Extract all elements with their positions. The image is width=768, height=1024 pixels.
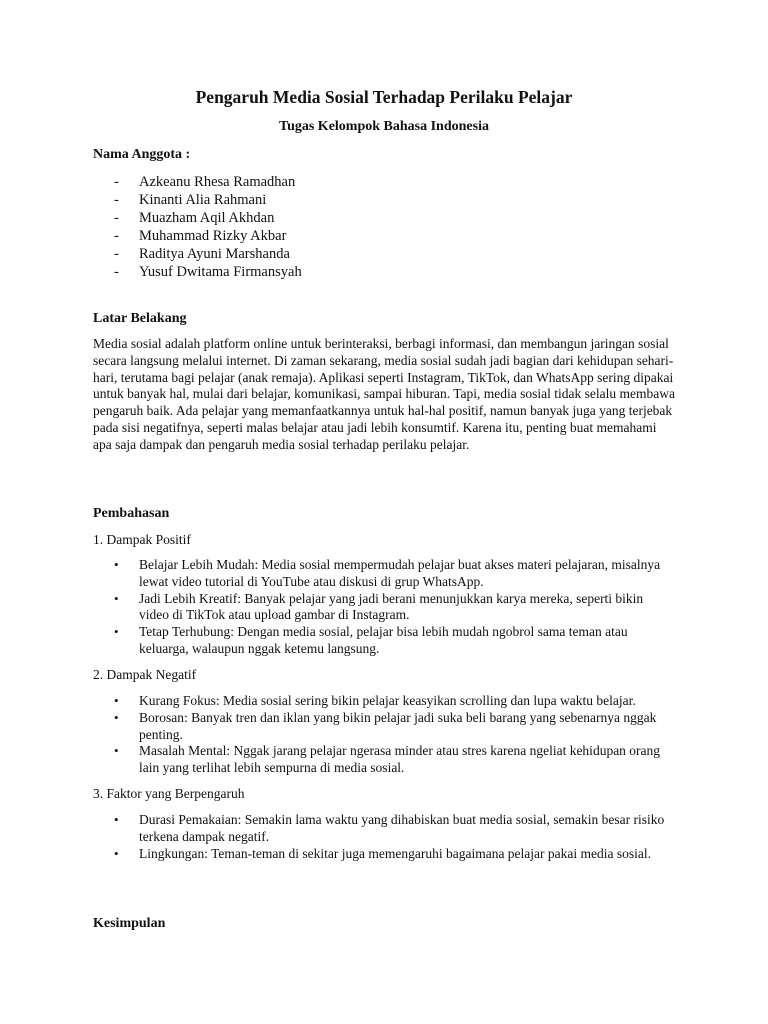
list-item [114, 846, 674, 863]
list-item [114, 624, 674, 658]
list-item-text: Kurang Fokus: Media sosial sering bikin pelajar keasyikan scrolling dan lupa waktu belajar. [139, 693, 636, 708]
bullet-marker: • [114, 743, 119, 759]
negative-impact-list [114, 693, 674, 777]
member-name: Yusuf Dwitama Firmansyah [139, 264, 302, 280]
bullet-marker: • [114, 590, 119, 606]
section-title-negative: 2. Dampak Negatif [93, 667, 197, 682]
factors-list [114, 812, 674, 862]
list-item [114, 191, 302, 209]
member-name: Azkeanu Rhesa Ramadhan [139, 174, 296, 190]
list-item-text: Lingkungan: Teman-teman di sekitar juga memengaruhi bagaimana pelajar pakai media sosial. [139, 845, 652, 861]
background-paragraph: Media sosial adalah platform online untuk berinteraksi, berbagi informasi, dan membangun jaringan sosial secara langsung melalui internet. Di zaman sekarang, media sosial sudah jadi bagian dari kehidupan sehari-hari, terutama bagi pelajar (anak remaja). Aplikasi seperti Instagram, TikTok, dan WhatsApp sering dipakai untuk banyak hal, mulai dari belajar, komunikasi, sampai hiburan. Tapi, media sosial tidak selalu membawa pengaruh baik. Ada pelajar yang memanfaatkannya untuk hal-hal positif, namun banyak juga yang terjebak pada sisi negatifnya, seperti malas belajar atau jadi lebih konsumtif. Karena itu, penting buat memahami apa saja dampak dan pengaruh media sosial terhadap perilaku pelajar. [93, 336, 675, 452]
document-title: Pengaruh Media Sosial Terhadap Perilaku Pelajar [195, 87, 573, 107]
conclusion-heading: Kesimpulan [93, 916, 166, 931]
bullet-marker: • [114, 812, 119, 827]
list-item [114, 693, 674, 710]
list-item [114, 743, 674, 777]
bullet-marker: • [114, 709, 119, 725]
document-subtitle: Tugas Kelompok Bahasa Indonesia [279, 119, 489, 134]
list-item [114, 227, 302, 245]
bullet-marker: • [114, 624, 119, 640]
list-item [114, 812, 674, 846]
list-item [114, 263, 302, 281]
list-item-text: Belajar Lebih Mudah: Media sosial mempermudah pelajar buat akses materi pelajaran, misalnya lewat video tutorial di YouTube atau diskusi di grup WhatsApp. [139, 557, 661, 589]
positive-impact-list [114, 557, 674, 658]
list-item [114, 245, 302, 263]
dash-marker: - [114, 210, 119, 226]
background-heading: Latar Belakang [93, 311, 187, 326]
section-title-positive: 1. Dampak Positif [93, 532, 191, 547]
discussion-heading: Pembahasan [93, 506, 170, 521]
member-list [114, 173, 302, 281]
list-item [114, 591, 674, 625]
list-item [114, 209, 302, 227]
bullet-marker: • [114, 693, 119, 708]
bullet-marker: • [114, 845, 119, 861]
dash-marker: - [114, 174, 119, 190]
section-title-factors: 3. Faktor yang Berpengaruh [93, 786, 245, 801]
list-item [114, 557, 674, 591]
bullet-marker: • [114, 557, 119, 572]
list-item-text: Masalah Mental: Nggak jarang pelajar ngerasa minder atau stres karena ngeliat kehidupan orang lain yang terlihat lebih sempurna di media sosial. [139, 743, 661, 776]
members-label: Nama Anggota : [93, 147, 191, 162]
list-item-text: Tetap Terhubung: Dengan media sosial, pelajar bisa lebih mudah ngobrol sama teman atau keluarga, walaupun nggak ketemu langsung. [139, 624, 628, 656]
member-name: Kinanti Alia Rahmani [139, 192, 267, 208]
dash-marker: - [114, 264, 119, 280]
member-name: Muhammad Rizky Akbar [139, 228, 287, 244]
list-item [114, 710, 674, 744]
list-item-text: Jadi Lebih Kreatif: Banyak pelajar yang jadi berani menunjukkan karya mereka, seperti bikin video di TikTok atau upload gambar di Instagram. [139, 590, 644, 623]
list-item-text: Borosan: Banyak tren dan iklan yang bikin pelajar jadi suka beli barang yang sebenarnya nggak penting. [139, 709, 657, 742]
dash-marker: - [114, 228, 119, 244]
dash-marker: - [114, 246, 119, 262]
list-item-text: Durasi Pemakaian: Semakin lama waktu yang dihabiskan buat media sosial, semakin besar risiko terkena dampak negatif. [139, 812, 665, 844]
member-name: Raditya Ayuni Marshanda [139, 246, 290, 262]
list-item [114, 173, 302, 191]
member-name: Muazham Aqil Akhdan [139, 210, 275, 226]
dash-marker: - [114, 192, 119, 208]
